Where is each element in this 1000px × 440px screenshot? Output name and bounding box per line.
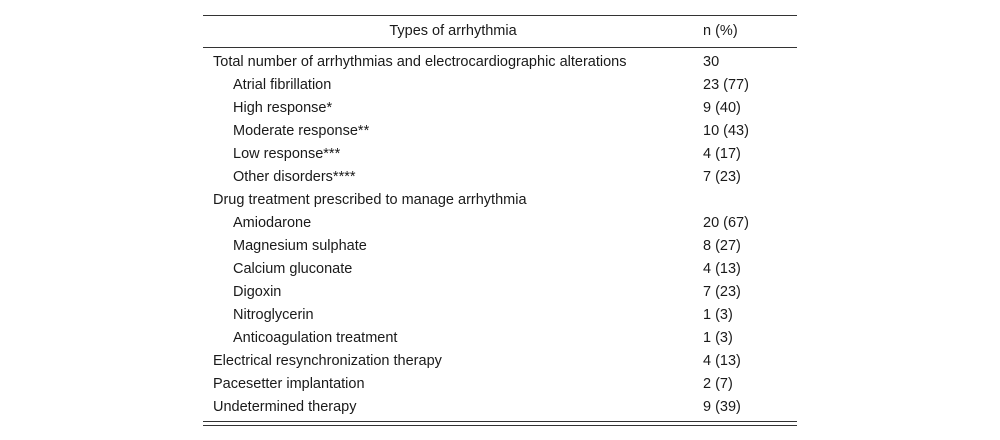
table-row (203, 350, 797, 373)
row-label: Undetermined therapy (213, 399, 357, 415)
row-sublabel: Digoxin (233, 284, 282, 300)
row-value: 9 (39) (703, 399, 741, 415)
row-value: 4 (13) (703, 261, 741, 277)
row-value: 2 (7) (703, 376, 733, 392)
table-row (203, 396, 797, 419)
row-label: Total number of arrhythmias and electrocardiographic alterations (213, 54, 627, 70)
table-row (203, 327, 797, 350)
arrhythmia-table (203, 15, 797, 419)
row-value: 1 (3) (703, 330, 733, 346)
row-sublabel: Calcium gluconate (233, 261, 353, 277)
row-sublabel: Atrial fibrillation (233, 77, 332, 93)
table-row (203, 189, 797, 212)
row-value: 20 (67) (703, 215, 749, 231)
row-label: Electrical resynchronization therapy (213, 353, 442, 369)
row-value: 9 (40) (703, 100, 741, 116)
table-row (203, 97, 797, 120)
table-row (203, 373, 797, 396)
row-value: 7 (23) (703, 284, 741, 300)
row-value: 4 (13) (703, 353, 741, 369)
row-value: 10 (43) (703, 123, 749, 139)
row-label: Pacesetter implantation (213, 376, 365, 392)
table-row (203, 120, 797, 143)
row-value: 4 (17) (703, 146, 741, 162)
table-body (203, 48, 797, 420)
row-sublabel: Other disorders**** (233, 169, 356, 185)
table-bottom-rule (203, 421, 797, 426)
row-sublabel: Nitroglycerin (233, 307, 314, 323)
table-row (203, 281, 797, 304)
header-types-of-arrhythmia: Types of arrhythmia (203, 16, 703, 48)
arrhythmia-table-container (203, 15, 797, 426)
table-row (203, 258, 797, 281)
row-sublabel: Magnesium sulphate (233, 238, 367, 254)
row-value: 8 (27) (703, 238, 741, 254)
row-sublabel: Low response*** (233, 146, 341, 162)
row-value: 30 (703, 54, 720, 70)
row-value: 23 (77) (703, 77, 749, 93)
table-row (203, 235, 797, 258)
table-header (203, 16, 797, 48)
row-label: Drug treatment prescribed to manage arrhythmia (213, 192, 527, 208)
header-n-percent: n (%) (703, 16, 797, 48)
table-row (203, 304, 797, 327)
table-row (203, 212, 797, 235)
row-sublabel: Amiodarone (233, 215, 312, 231)
row-sublabel: Anticoagulation treatment (233, 330, 398, 346)
table-row (203, 166, 797, 189)
row-value: 7 (23) (703, 169, 741, 185)
table-row (203, 143, 797, 166)
header-row (203, 16, 797, 48)
row-value: 1 (3) (703, 307, 733, 323)
row-value (703, 189, 797, 212)
row-sublabel: High response* (233, 100, 333, 116)
row-sublabel: Moderate response** (233, 123, 370, 139)
table-row (203, 48, 797, 75)
table-row (203, 74, 797, 97)
